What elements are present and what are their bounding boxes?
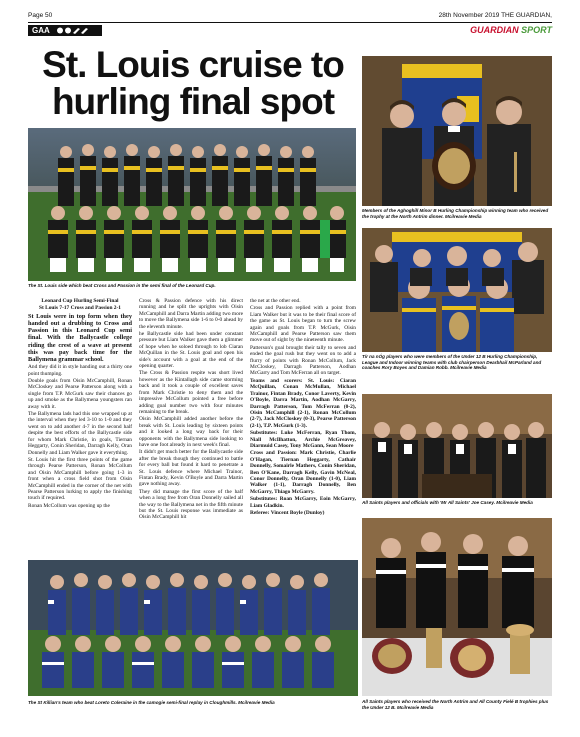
sport-balls-icon [56, 27, 90, 34]
page-number: Page 50 [28, 12, 53, 19]
team-names: Mark Christie, Charlie O'Hagan, Tiernan Heggarty, Cathair Donnelly, Somairle Mathers, Conin Sheridan, Ben O'Kane, Darragh Kelly, Gavin McNeal, Conor Donnelly, Oran Donnelly (1-0), Liam Walker (1-1), Darragh Donnelly, Ben McGarry, Thiago McGarry. [250, 450, 356, 495]
photo-all-saints-trophies [362, 518, 552, 696]
article-column-3 [250, 298, 356, 517]
gaa-section-label [28, 25, 102, 36]
headline: St. Louis cruise to hurling final spot [42, 44, 344, 122]
referee-name: Vincent Boyle (Dunloy) [270, 510, 325, 516]
issue-date: 28th November 2019 THE GUARDIAN, [438, 12, 552, 19]
team-list-cross-passion [250, 450, 356, 495]
masthead-paper: GUARDIAN [470, 25, 519, 35]
team-names: Ciaran McQuillan, Conan McMullan, Michael Trainor, Fintan Brady, Conor Laverty, Kevin O'Boyle, Darra Martin, Aodhan McGarry, Darragh Patterson, Tom McFerran (0-2), Oisin McCamphill (2-1), Ronan McCollum (2-7), Jack McCloskey (0-3), Pearse Patterson (2-1), T.P. McGurk (1-3). [250, 377, 356, 429]
article-paragraph: he Ballycastle side had been under constant pressure but Liam Walker gave them a glimmer of hope when he soloed through to lob Ciaran McQuillan in the St. Louis goal and open his side's account with a goal at the end of the opening quarter. [139, 331, 243, 370]
article-paragraph: The Cross & Passion respite was short lived however as the Kintallagh side came storming back and it took a couple of excellent saves from Mark Christie to deny them and the impressive McCollum pointed a free before adding goal number two with four minutes remaining to the break. [139, 370, 243, 415]
page-header [28, 12, 552, 22]
caption-all-saints: All Saints players who received the North Antrim and All County Fielé B trophies plus the Under 12 B. Mcilreavie Media [362, 699, 549, 710]
subs-st-louis [250, 430, 356, 449]
photo-st-killians-team [28, 560, 358, 696]
article-kicker: Leonard Cup Hurling Semi-Final [41, 298, 119, 304]
article-paragraph: It didn't get much better for the Ballycastle side after the break though they continued to battle for every ball but found it hard to penetrate a St. Louis defence where Michael Trainor, Fintan Brady, Kevin O'Boyle and Darra Martin gave nothing away. [139, 449, 243, 488]
photo-aghoghill-trophy [362, 56, 552, 206]
caption-u12: Tír na nÓg players who were members of the Under 12 B Hurling Championship, League and Indoor winning teams with club chairperson Dearbhail McParland and coaches Rory Boyes and Damian Robb. Mcilreavie Media [362, 354, 542, 371]
team-label: Teams and scorers: St. Louis: [250, 377, 335, 384]
article-paragraph: Ronan McCollum was opening up the [28, 502, 110, 509]
article-lead: St Louis were in top form when they handed out a drubbing to Cross and Passion in this Leonard Cup semi final. With the Ballycastle college riding the crest of a wave at present this was pay back time for the Ballymena grammar school. [28, 312, 132, 364]
article-paragraph: St. Louis hit the first three points of the game through Pearse Patterson, Ronan McCollum and Oisin McCamphill before going 1-3 in front when a cross field shot from Oisin McCamphill ended in the corner of the net with Pearse Patterson lurking to apply the finishing touch if required. [28, 456, 132, 502]
caption-st-killians: The St Killian's team who beat Loreto Coleraine in the camogie semi-final replay in Cloughmills. Mcilreavie Media [28, 700, 275, 705]
caption-officials: All Saints players and officials with 'Mr All Saints' Joe Casey. Mcilreavie Media [362, 500, 533, 505]
article-paragraph: And they did it in style handing out a thirty one point thumping. [28, 364, 132, 377]
guardian-sport-masthead [470, 25, 552, 35]
article-column-2 [139, 298, 243, 522]
article-paragraph: Double goals from Oisin McCamphill, Ronan McCloskey and Pearse Patterson along with a single from T.P. McGurk saw their chances go up and smoke as the Ballymena youngsters ran away with it. [28, 378, 132, 410]
article-paragraph: the net at the other end. [250, 298, 301, 304]
caption-team: The St. Louis side which beat Cross and Passion in the semi final of the Leonard Cup. [28, 283, 216, 288]
article-column-1 [28, 298, 132, 510]
referee-label: Referee: [250, 510, 270, 516]
article-score: St Louis 7-17 Cross and Passion 2-1 [39, 305, 121, 312]
section-bar [28, 22, 552, 36]
subs-names: Roan McGarry, Eoin McGarry, Liam Gladkin. [250, 496, 356, 509]
team-label: Cross and Passion: [250, 450, 297, 457]
article-paragraph: Patterson's goal brought their tally to seven and ended the goal rush but they went on to add a flurry of points with Ronan McCollum, Jack McCloskey, Darragh Patterson, Aodhan McGarry and Tom McFerran all on target. [250, 344, 356, 377]
caption-aghoghill: Members of the Aghoghill Minor B Hurling Championship winning team who received the trophy at the North Antrim dinner. Mcilreavie Media [362, 208, 549, 219]
team-list-st-louis [250, 378, 356, 429]
subs-names: Luke McFerran, Ryan Thom, Niall McIlhatton, Archie McGreavey, Diarmuid Casey, Tony McGann, Sean Moore [250, 430, 356, 449]
masthead-sport: SPORT [521, 25, 552, 35]
article-paragraph: They did manage the first score of the half when a long free from Oran Donnelly sailed all the way to the Ballymena net in the fifth minute but the St. Louis response was immediate as Oisin McCamphill hit [139, 488, 243, 521]
photo-st-louis-team [28, 128, 356, 281]
subs-label: Substitutes: [250, 430, 278, 437]
photo-u12-coaches [362, 228, 552, 352]
photo-all-saints-officials [362, 394, 552, 498]
subs-cross-passion [250, 496, 356, 509]
article-paragraph: Cross & Passion defence with his direct running and he split the uprights with Oisin McCamphill and Darra Martin adding two more to move the Ballymena side 1-6 to 0-0 ahead by the eleventh minute. [139, 298, 243, 330]
gaa-text: GAA [32, 26, 50, 35]
article-paragraph: Cross and Passion replied with a point from Liam Walker but it was to be their final score of the game as St. Louis began to turn the screw again and goals from T.P. McGurk, Oisin McCamphill and Pearse Patterson saw them move out of sight by the nineteenth minute. [250, 305, 356, 344]
subs-label: Substitutes: [250, 496, 278, 503]
referee-line [250, 510, 356, 516]
article-paragraph: Oisin McCamphill added another before the break with St. Louis leading by sixteen points and it looked a long way back for their opponents with the Ballymena side looking to have one foot already in next week's final. [139, 416, 243, 448]
article-paragraph: The Ballymena lads had this one wrapped up at the interval when they led 3-10 to 1-0 and they went on to add another 4-7 in the second half despite the best efforts of the Ballycastle side for whom Mark Christie, in goals, Tiernan Heggarty, Conin Sheridan, Darragh Kelly, Oran Donnelly and Liam Walker gave it everything. [28, 411, 132, 456]
